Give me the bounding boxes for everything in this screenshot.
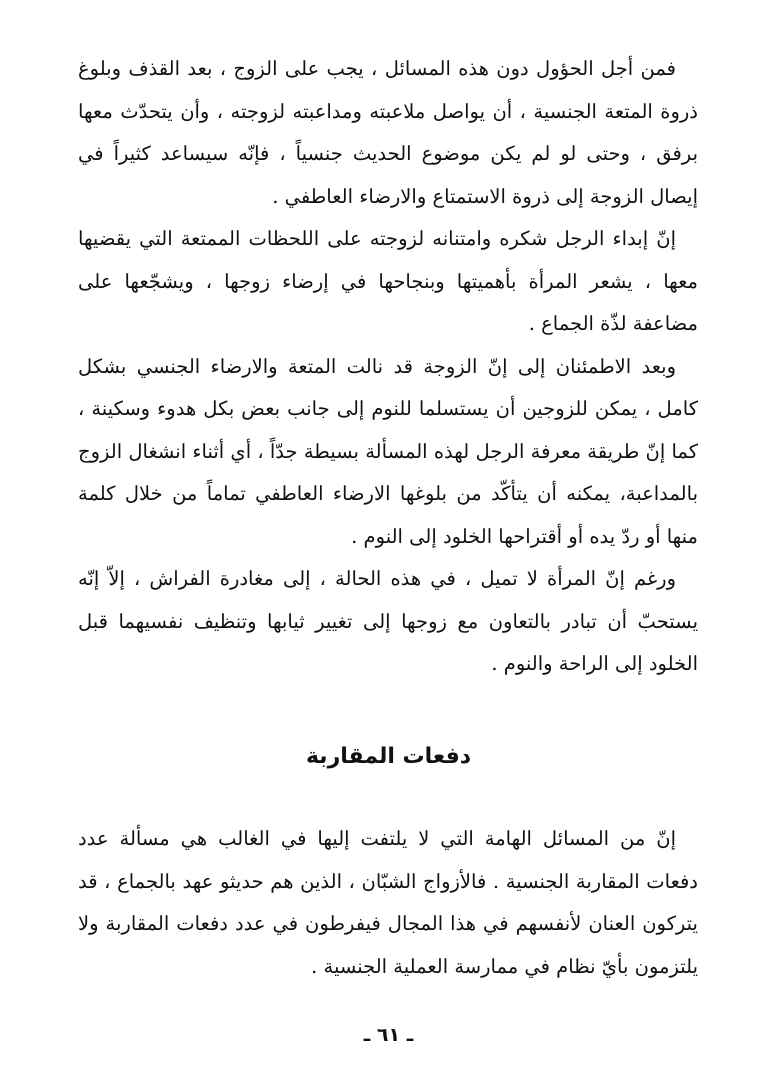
paragraph: فمن أجل الحؤول دون هذه المسائل ، يجب على الزوج ، بعد القذف وبلوغ ذروة المتعة الجنسية ، أن يواصل ملاعبته ومداعبته لزوجته ، وأن يتحدّث معها برفق ، وحتى لو لم يكن موضوع الحديث جنسياً ، فإنّه سيساعد كثيراً في إيصال الزوجة إلى ذروة الاستمتاع والارضاء العاطفي . <box>78 57 698 208</box>
text-block-top <box>78 48 698 686</box>
page-number: ـ ٦١ ـ <box>363 1024 414 1046</box>
paragraph: ورغم إنّ المرأة لا تميل ، في هذه الحالة ، إلى مغادرة الفراش ، إلاّ إنّه يستحبّ أن تبادر بالتعاون مع زوجها إلى تغيير ثيابها وتنظيف نفسيهما قبل الخلود إلى الراحة والنوم . <box>78 567 698 675</box>
text-block-bottom <box>78 818 698 988</box>
paragraph: وبعد الاطمئنان إلى إنّ الزوجة قد نالت المتعة والارضاء الجنسي بشكل كامل ، يمكن للزوجين أن يستسلما للنوم إلى جانب بعض بكل هدوء وسكينة ، كما إنّ طريقة معرفة الرجل لهذه المسألة بسيطة جدّاً ، أي أثناء انشغال الزوج بالمداعبة، يمكنه أن يتأكّد من بلوغها الارضاء العاطفي تماماً من خلال كلمة منها أو ردّ يده أو أقتراحها الخلود إلى النوم . <box>78 354 698 548</box>
section-heading: دفعات المقاربة <box>305 744 472 769</box>
paragraph: إنّ إبداء الرجل شكره وامتنانه لزوجته على اللحظات الممتعة التي يقضيها معها ، يشعر المرأة بأهميتها وبنجاحها في إرضاء زوجها ، ويشجّعها على مضاعفة لذّة الجماع . <box>78 227 698 335</box>
paragraph: إنّ من المسائل الهامة التي لا يلتفت إليها في الغالب هي مسألة عدد دفعات المقاربة الجنسية . فالأزواج الشبّان ، الذين هم حديثو عهد بالجماع ، قد يتركون العنان لأنفسهم في هذا المجال فيفرطون في عدد دفعات المقاربة ولا يلتزمون بأيّ نظام في ممارسة العملية الجنسية . <box>78 827 698 978</box>
